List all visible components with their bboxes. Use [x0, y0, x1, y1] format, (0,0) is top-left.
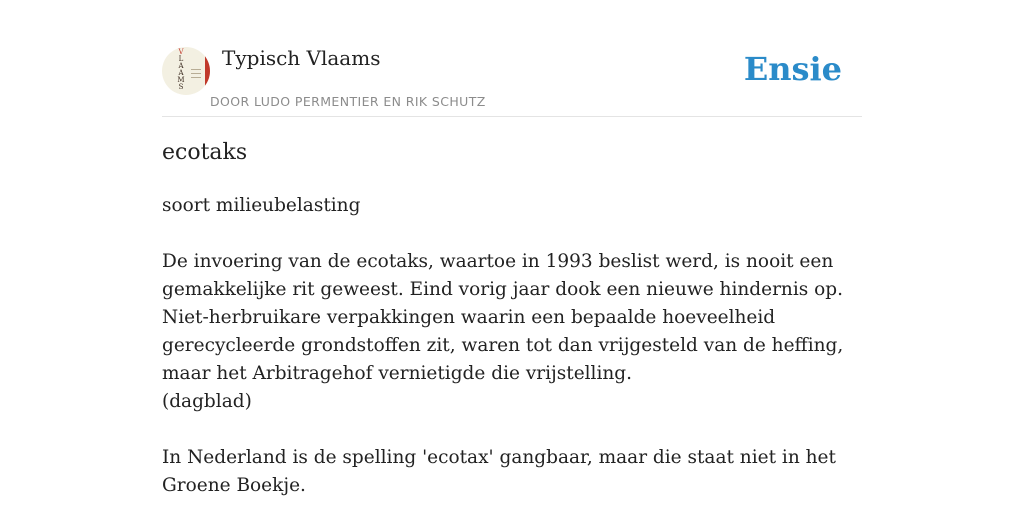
book-cover-image[interactable] — [162, 47, 210, 95]
book-cover-spine — [205, 47, 210, 95]
book-cover-text-lines — [191, 69, 201, 81]
book-authors: DOOR LUDO PERMENTIER EN RIK SCHUTZ — [210, 94, 486, 109]
entry-quote-block — [162, 248, 862, 416]
entry-note: In Nederland is de spelling 'ecotax' gangbaar, maar die staat niet in het Groene Boekje. — [162, 447, 836, 496]
entry-definition: soort milieubelasting — [162, 195, 361, 216]
page — [162, 0, 862, 512]
entry-source: (dagblad) — [162, 391, 252, 412]
header — [162, 0, 862, 117]
entry-quote: De invoering van de ecotaks, waartoe in 1993 beslist werd, is nooit een gemakkelijke rit geweest. Eind vorig jaar dook een nieuwe hindernis op. Niet-herbruikare verpakkingen waarin een bepaalde hoeveelheid gerecycleerde grondstoffen zit, waren tot dan vrijgesteld van de heffing, maar het Arbitragehof vernietigde die vrijstelling. — [162, 251, 844, 384]
book-title[interactable]: Typisch Vlaams — [222, 46, 381, 70]
entry-title: ecotaks — [162, 140, 248, 165]
entry-content — [162, 192, 862, 528]
book-cover-lettering: V L A A M S — [177, 48, 185, 91]
brand-logo-link[interactable]: Ensie — [743, 50, 842, 88]
